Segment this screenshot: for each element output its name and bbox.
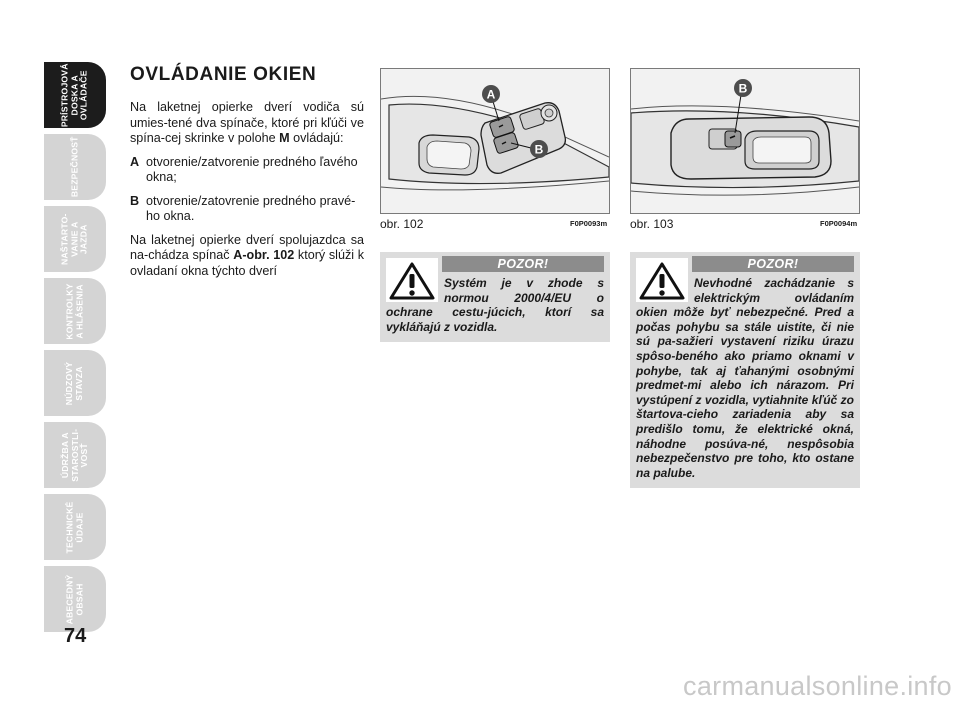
passenger-paragraph: Na laketnej opierke dverí spolujazdca sa na-chádza spínač A-obr. 102 ktorý slúži k ovladaní okna týchto dverí [130, 232, 364, 278]
figure-103-code: F0P0094m [820, 219, 858, 228]
tab-label: BEZPEČNOSŤ [69, 136, 80, 198]
tab-abecedny-obsah[interactable] [44, 566, 106, 632]
tab-technicke-udaje[interactable] [44, 494, 106, 560]
figure-label-b-text: B [738, 81, 748, 96]
warning-triangle-icon [386, 258, 438, 302]
figure-102-caption: obr. 102 [380, 217, 424, 231]
warning-box [380, 252, 610, 342]
figure-102-image [380, 68, 610, 214]
tab-label: ABECEDNÝ OBSAH [64, 574, 84, 624]
body-text [130, 100, 364, 287]
list-item: B otvorenie/zatovrenie predného pravé-ho okna. [130, 193, 356, 223]
warning-heading: POZOR! [692, 256, 854, 272]
page-number: 74 [64, 625, 87, 647]
warning-heading: POZOR! [442, 256, 604, 272]
tab-pristrojova-doska[interactable] [44, 62, 106, 128]
warning-text: Nevhodné zachádzanie s elektrickým ovládaním okien môže byť nebezpečné. Pred a počas pohybu sa stále uistite, či nie sú pa-sažieri vystavení riziku úrazu spôso-beného ako priamo oknami v pohybe, tak aj ťahanými osobnými predmet-mi alebo ich nárazom. Pri vystúpení z vozidla, vytiahnite kľúč zo štartova-cieho zariadenia aby sa predišlo tomu, že elektrické okná, náhodne posúva-né, nespôsobia nebezpečenstvo pre toho, kto ostane na palube. [636, 276, 854, 480]
tab-label: NAŠTARTO- VANIE A JAZDA [59, 213, 89, 265]
figure-103-image [630, 68, 860, 214]
warning-box [630, 252, 860, 488]
figure-label-a-text: A [486, 87, 496, 102]
tab-label: NÚDZOVÝ STAVZA [64, 361, 84, 405]
section-title: OVLÁDANIE OKIEN [130, 64, 317, 85]
list-item: A otvorenie/zatvorenie predného ľavého okna; [130, 154, 358, 184]
tab-bezpecnost[interactable] [44, 134, 106, 200]
watermark-text: carmanualsonline.info [683, 671, 952, 701]
tab-udrzba[interactable] [44, 422, 106, 488]
tab-label: KONTROLKY A HLÁSENIA [64, 282, 84, 340]
intro-paragraph: Na laketnej opierke dverí vodiča sú umies-tené dva spínače, ktoré pri kľúči ve spína-cej skrinke v polohe M ovládajú: [130, 100, 364, 145]
figure-102-code: F0P0093m [570, 219, 608, 228]
tab-kontrolky[interactable] [44, 278, 106, 344]
tab-label: ÚDRŽBA A STAROSTLI- VOSŤ [59, 428, 89, 482]
tab-nudzovy-stav[interactable] [44, 350, 106, 416]
tab-label: TECHNICKÉ ÚDAJE [64, 501, 84, 553]
figure-103-caption: obr. 103 [630, 217, 674, 231]
warning-triangle-icon [636, 258, 688, 302]
tab-nastartovanie[interactable] [44, 206, 106, 272]
tab-label: PRÍSTROJOVÁ DOSKA A OVLÁDAČE [59, 63, 89, 127]
figure-label-b-text: B [534, 142, 544, 157]
warning-text: Systém je v zhode s normou 2000/4/EU o ochrane cestu-júcich, ktorí sa vykláňajú z vozidla. [386, 276, 604, 334]
